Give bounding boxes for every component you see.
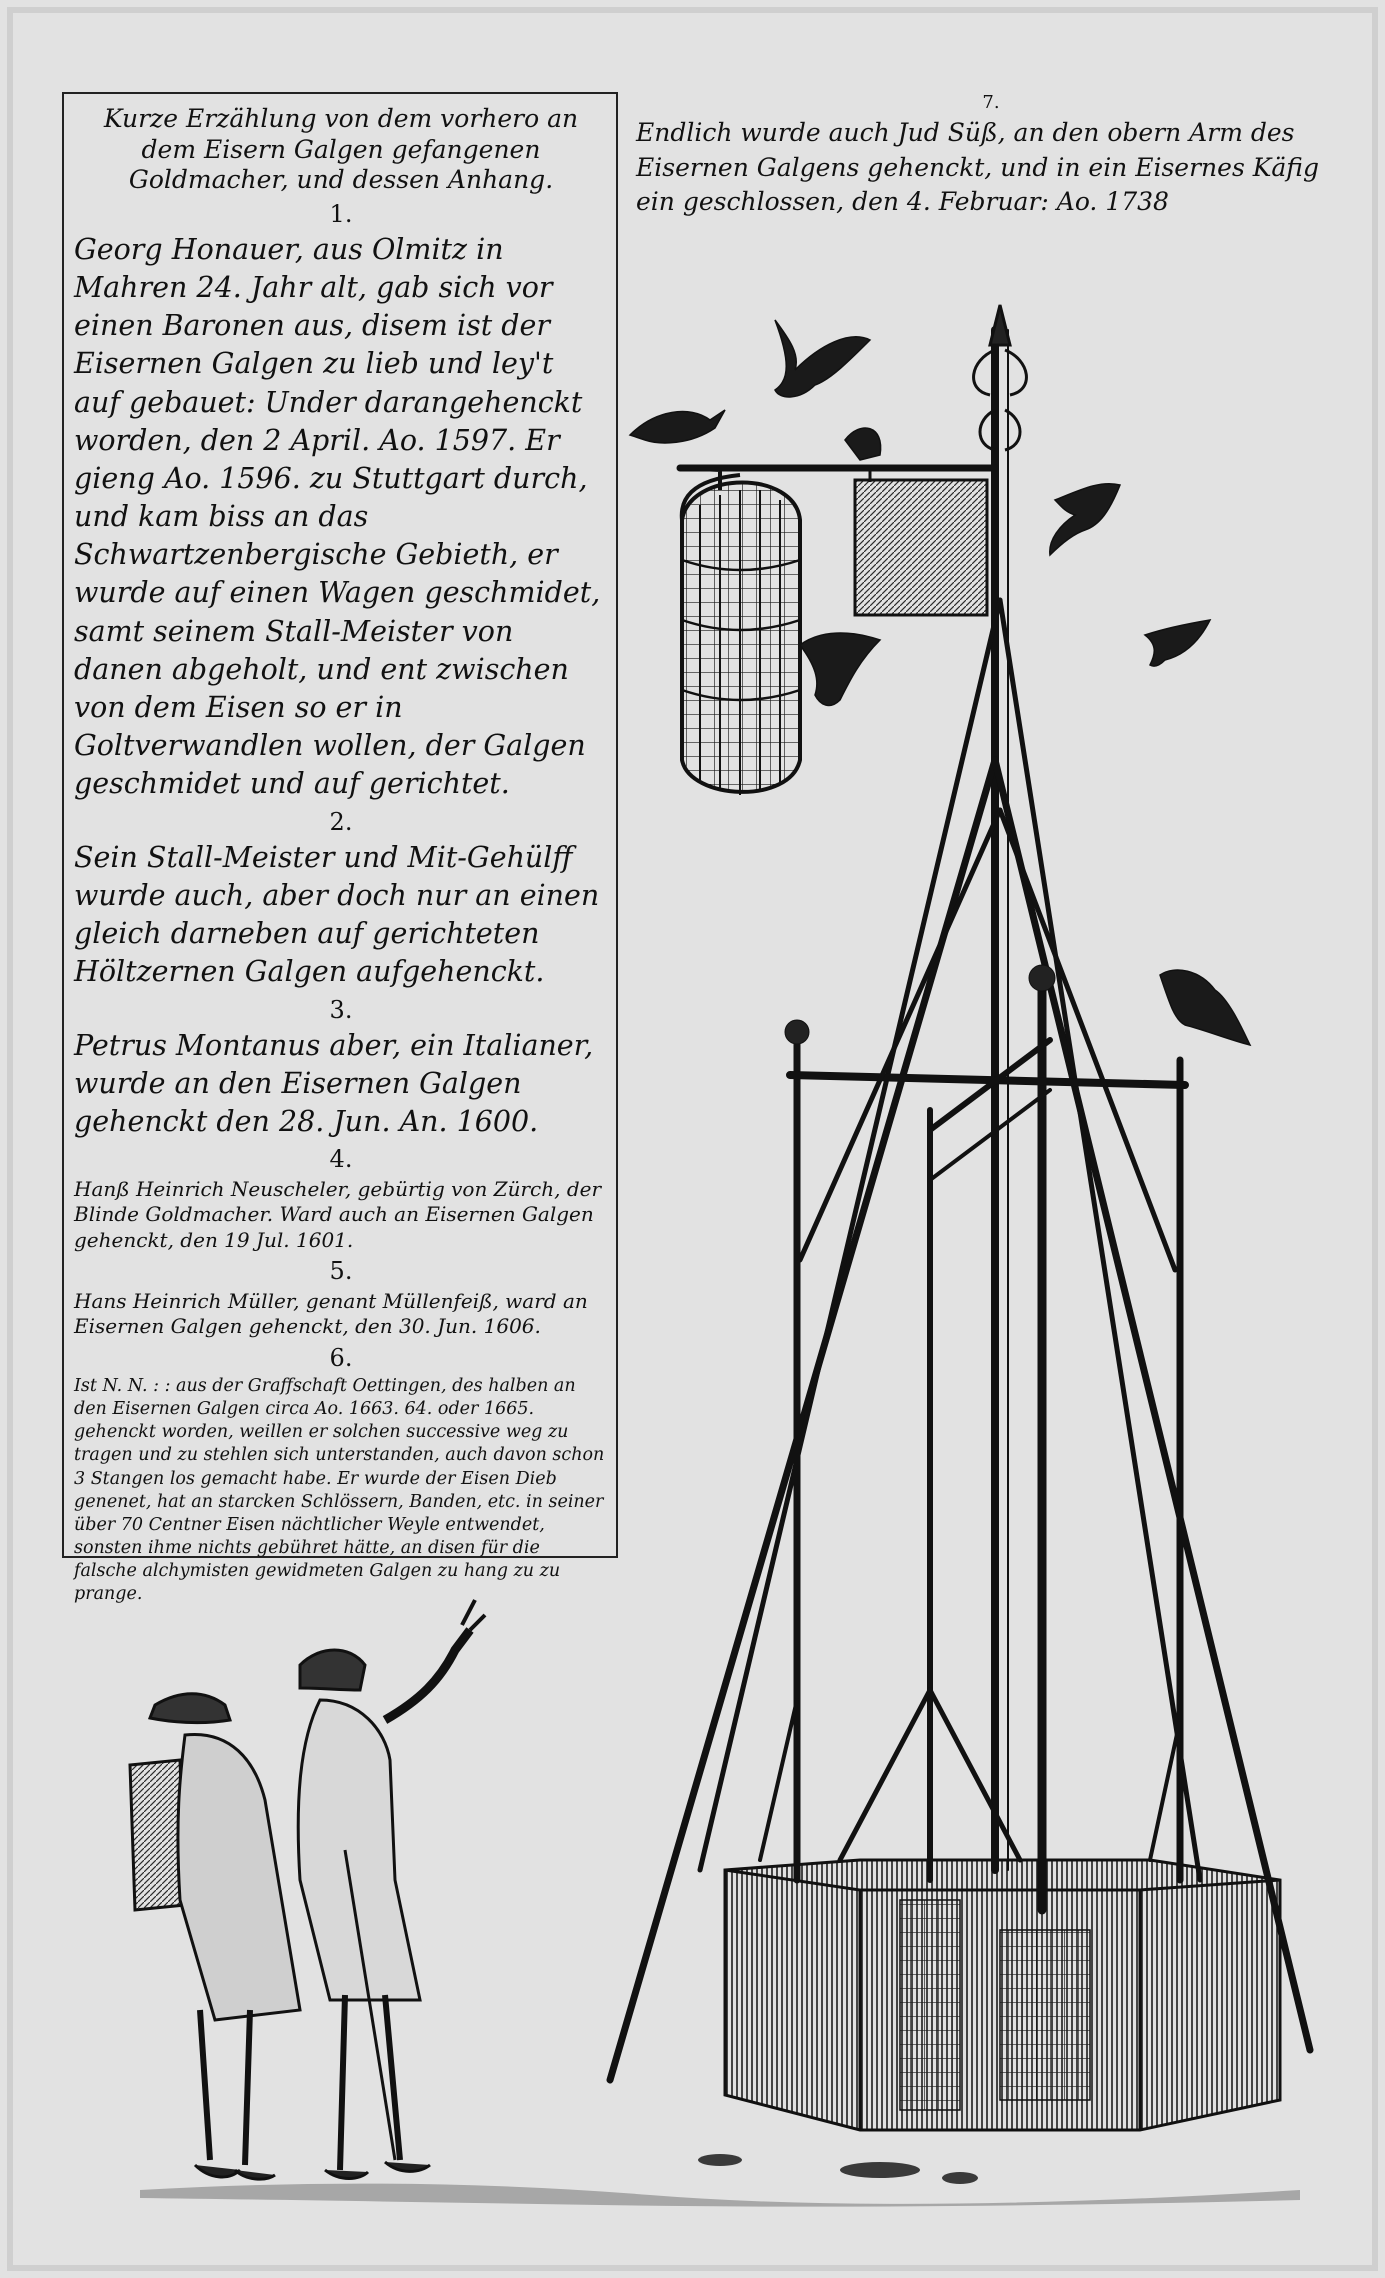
caption-text: Endlich wurde auch Jud Süß, an den obern Arm des Eisernen Galgens gehenckt, und in ein Eisernes Käfig ein geschlossen, den 4. Februar: Ao. 1738 [636, 118, 1319, 216]
story-title: Kurze Erzählung von dem vorhero an dem Eisern Galgen gefangenen Goldmacher, und dessen Anhang. [103, 104, 579, 194]
caption-number: 7. [982, 92, 1000, 113]
raven-1 [630, 410, 725, 443]
section-text: Hans Heinrich Müller, genant Müllenfeiß, ward an Eisernen Galgen gehenckt, den 30. Jun. 1606. [74, 1288, 588, 1339]
story-text-panel [62, 92, 618, 1605]
section-number: 1. [329, 199, 353, 228]
caption-jud-suss [636, 94, 1346, 220]
section-text: Petrus Montanus aber, ein Italianer, wurde an den Eisernen Galgen gehenckt den 28. Jun. An. 1600. [74, 1028, 594, 1139]
two-men [130, 1600, 485, 2179]
pole-finial [974, 305, 1027, 450]
man-right-hat [300, 1650, 365, 1690]
section-number: 4. [329, 1145, 353, 1174]
raven-6 [800, 633, 880, 705]
man-right-body [298, 1700, 420, 2000]
section-text: Sein Stall-Meister und Mit-Gehülff wurde auch, aber doch nur an einen gleich darneben auf gerichteten Höltzernen Galgen aufgehenckt. [74, 840, 600, 989]
section-number: 3. [329, 995, 353, 1024]
section-number: 2. [329, 807, 353, 836]
sign-board [855, 470, 987, 615]
man-left-body [178, 1734, 300, 2020]
raven-3 [845, 428, 881, 460]
section-number: 5. [329, 1257, 353, 1286]
section-text: Georg Honauer, aus Olmitz in Mahren 24. Jahr alt, gab sich vor einen Baronen aus, disem ist der Eisernen Galgen zu lieb und ley't auf gebauet: Under darangehenckt worden, den 2 April. Ao. 1597. Er gieng Ao. 1596. zu Stuttgart durch, und kam biss an das Schwartzenbergische Gebieth, er wurde auf einen Wagen geschmidet, samt seinem Stall-Meister von danen abgeholt, und ent zwischen von dem Eisen so er in Goltverwandlen wollen, der Galgen geschmidet und auf gerichtet. [74, 232, 601, 801]
stone-base [725, 1860, 1280, 2130]
man-left-hat [150, 1694, 230, 1723]
ground [140, 2154, 1300, 2207]
section-text: Ist N. N. : : aus der Graffschaft Oettingen, des halben an den Eisernen Galgen circa Ao. 1663. 64. oder 1665. gehenckt worden, weillen er solchen successive weg zu tragen und zu stehlen sich unterstanden, auch davon schon 3 Stangen los gemacht habe. Er wurde der Eisen Dieb genenet, hat an starcken Schlössern, Banden, etc. in seiner über 70 Centner Eisen nächtlicher Weyle entwendet, sonsten ihme nichts gebühret hätte, an disen für die falsche alchymisten gewidmeten Galgen zu hang zu zu prange. [74, 1376, 605, 1605]
section-text: Hanß Heinrich Neuscheler, gebürtig von Zürch, der Blinde Goldmacher. Ward auch an Eisernen Galgen gehenckt, den 19 Jul. 1601. [74, 1176, 602, 1252]
section-number: 6. [329, 1343, 353, 1372]
raven-5 [1145, 620, 1210, 666]
raven-4 [1050, 484, 1120, 555]
iron-cage [680, 468, 800, 795]
raven-7 [1160, 970, 1250, 1045]
man-right-arm [385, 1630, 470, 1720]
raven-2 [775, 320, 870, 397]
